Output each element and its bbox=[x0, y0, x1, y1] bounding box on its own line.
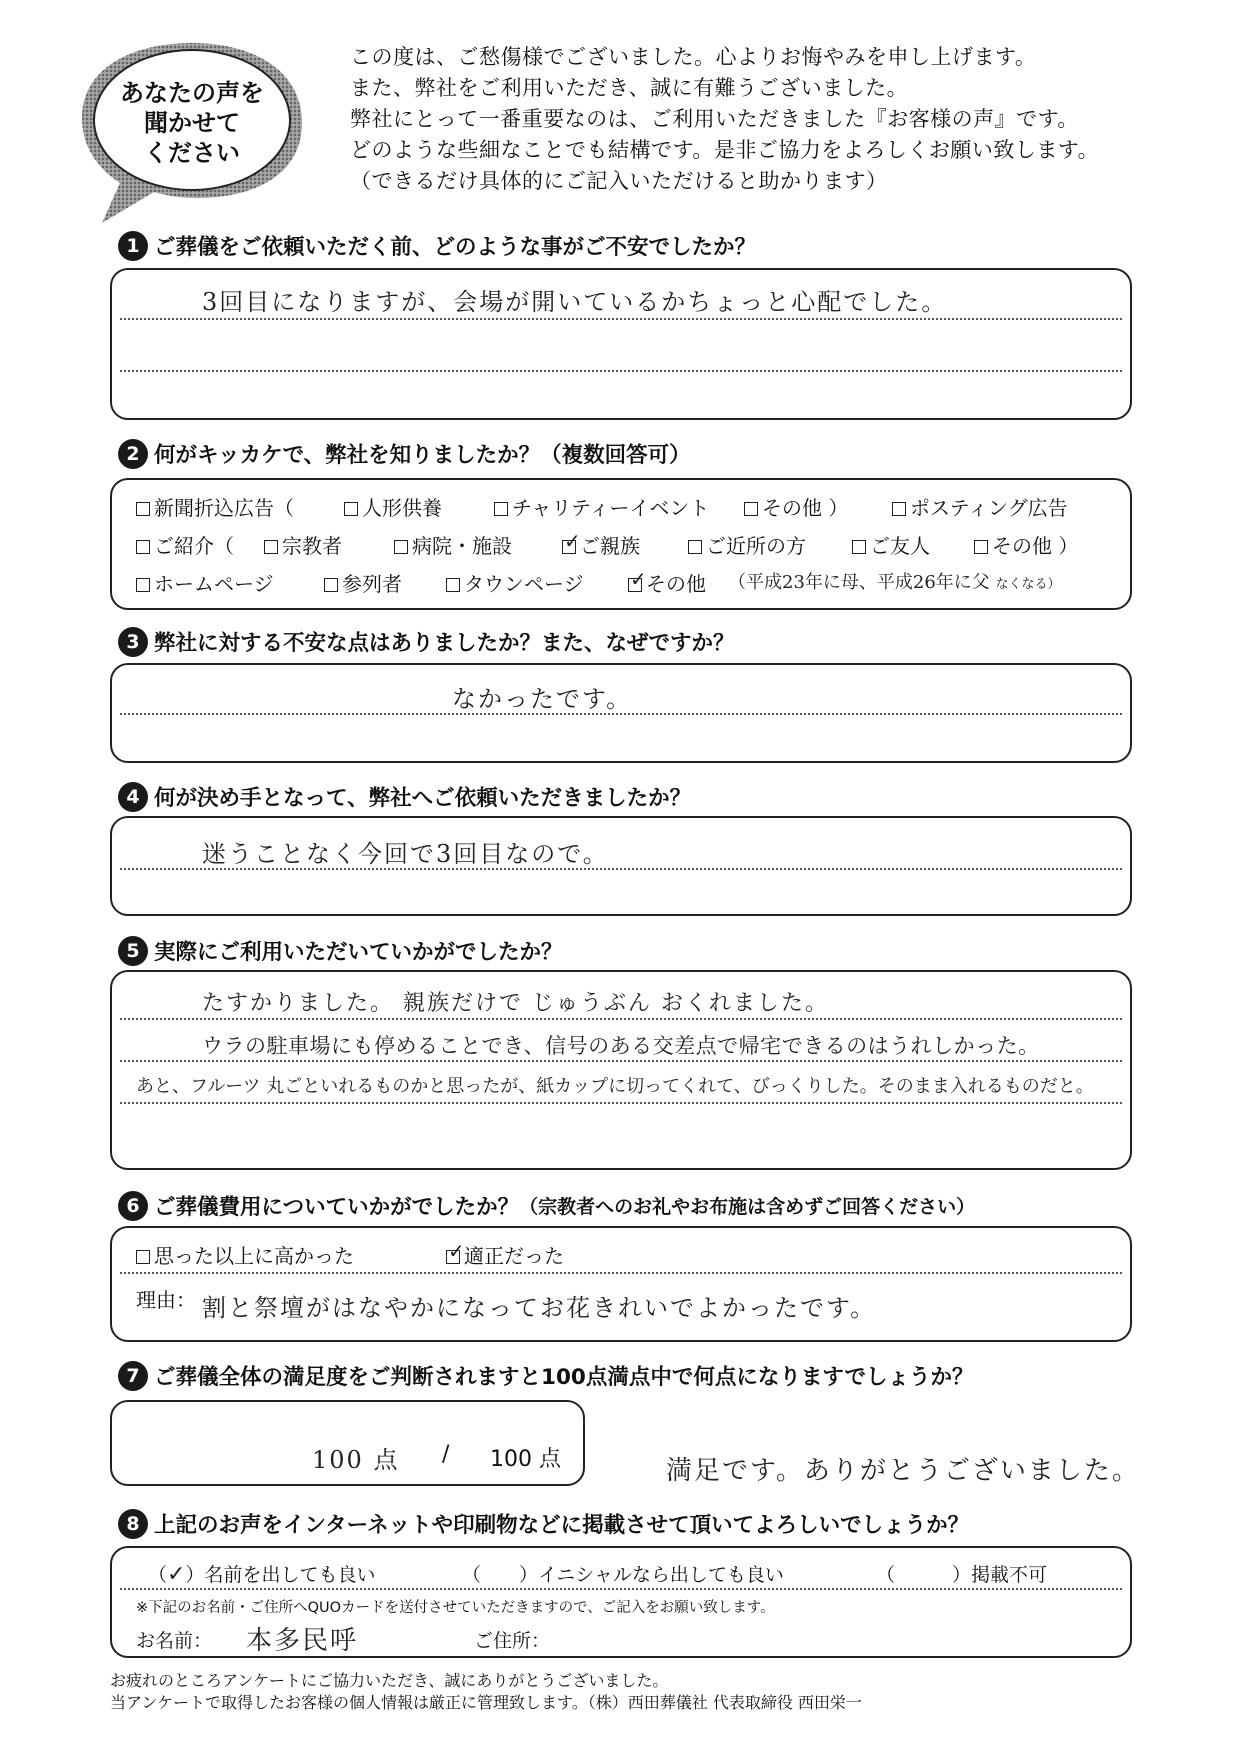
q2-option-relatives[interactable]: ✓ ご親族 bbox=[564, 529, 640, 558]
speech-bubble bbox=[62, 38, 312, 238]
q1-number: 1 bbox=[118, 231, 148, 261]
q2-option-homepage[interactable]: ホームページ bbox=[136, 568, 274, 597]
footer-privacy: 当アンケートで取得したお客様の個人情報は厳正に管理致します。（株）西田葬儀社 代表取締役 西田栄一 bbox=[110, 1693, 862, 1712]
q2-title: 何がキッカケで、弊社を知りましたか？（複数回答可） bbox=[154, 443, 691, 468]
q6-option-expensive[interactable]: 思った以上に高かった bbox=[136, 1240, 354, 1269]
intro-text bbox=[350, 42, 1210, 197]
q2-option-friends[interactable]: ご友人 bbox=[852, 530, 930, 559]
q7-number: 7 bbox=[118, 1361, 148, 1391]
q1-title: ご葬儀をご依頼いただく前、どのような事がご不安でしたか？ bbox=[154, 235, 757, 260]
q3-title: 弊社に対する不安な点はありましたか？また、なぜですか？ bbox=[154, 631, 735, 656]
q2-other-note: （平成23年に母、平成26年に父 なくなる） bbox=[728, 572, 1061, 593]
q3-heading bbox=[118, 626, 735, 657]
intro-line: また、弊社をご利用いただき、誠に有難うございました。 bbox=[350, 76, 909, 100]
q8-name-value[interactable]: 本多民呼 bbox=[246, 1626, 359, 1656]
q6-answer-box bbox=[110, 1226, 1132, 1342]
checkbox-checked-icon[interactable]: ✓ bbox=[564, 529, 581, 553]
q8-number: 8 bbox=[118, 1509, 148, 1539]
q1-answer-box[interactable] bbox=[110, 268, 1132, 420]
q8-address-label: ご住所： bbox=[474, 1630, 551, 1652]
q8-option-name-ok[interactable]: （✓）名前を出しても良い bbox=[148, 1562, 376, 1587]
q7-title: ご葬儀全体の満足度をご判断されますと100点満点中で何点になりますでしょうか？ bbox=[154, 1365, 974, 1390]
checkbox-icon[interactable] bbox=[892, 502, 906, 516]
checkbox-icon[interactable] bbox=[446, 578, 460, 592]
checkbox-checked-icon[interactable]: ✓ bbox=[448, 1239, 465, 1263]
q5-answer-line-3: あと、フルーツ 丸ごといれるものかと思ったが、紙カップに切ってくれて、びっくりした。そのまま入れるものだと。 bbox=[136, 1076, 1094, 1097]
q4-heading bbox=[118, 781, 691, 812]
q7-score: 100 点 bbox=[312, 1446, 400, 1474]
q4-title: 何が決め手となって、弊社へご依頼いただきましたか？ bbox=[154, 786, 692, 811]
q5-number: 5 bbox=[118, 936, 148, 966]
q8-name-label: お名前： bbox=[136, 1630, 213, 1652]
q2-option-other-3[interactable]: ✓ その他 bbox=[630, 567, 706, 596]
checkbox-icon[interactable] bbox=[688, 540, 702, 554]
q7-slash: / bbox=[442, 1442, 450, 1467]
q6-number: 6 bbox=[118, 1191, 148, 1221]
q8-notice: ※下記のお名前・ご住所へQUOカードを送付させていただきますので、ご記入をお願い致します。 bbox=[136, 1600, 775, 1616]
q5-answer-box[interactable] bbox=[110, 970, 1132, 1170]
q2-option-posting-ad[interactable]: ポスティング広告 bbox=[892, 492, 1068, 521]
checkbox-icon[interactable] bbox=[974, 540, 988, 554]
q8-option-no-publish[interactable]: （ ）掲載不可 bbox=[876, 1564, 1048, 1586]
q8-heading bbox=[118, 1508, 969, 1539]
q2-option-hospital[interactable]: 病院・施設 bbox=[394, 530, 512, 559]
q2-option-newspaper[interactable]: 新聞折込広告（ bbox=[136, 492, 294, 521]
q7-score-box[interactable] bbox=[110, 1400, 585, 1486]
checkbox-icon[interactable] bbox=[494, 502, 508, 516]
q2-heading bbox=[118, 438, 691, 469]
checkbox-icon[interactable] bbox=[264, 540, 278, 554]
footer-thanks: お疲れのところアンケートにご協力いただき、誠にありがとうございました。 bbox=[110, 1671, 669, 1690]
q8-option-initials-ok[interactable]: （ ）イニシャルなら出しても良い bbox=[462, 1564, 784, 1586]
bubble-line-3: ください bbox=[144, 139, 240, 167]
check-mark-icon: ✓ bbox=[167, 1562, 186, 1587]
intro-line: 弊社にとって一番重要なのは、ご利用いただきました『お客様の声』です。 bbox=[350, 107, 1079, 131]
q2-answer-box bbox=[110, 478, 1132, 610]
checkbox-icon[interactable] bbox=[852, 540, 866, 554]
q2-option-other-2[interactable]: その他 ） bbox=[974, 530, 1078, 559]
checkbox-icon[interactable] bbox=[136, 502, 150, 516]
q2-option-townpage[interactable]: タウンページ bbox=[446, 568, 584, 597]
q5-title: 実際にご利用いただいていかがでしたか？ bbox=[154, 940, 563, 965]
q4-answer: 迷うことなく今回で3回目なので。 bbox=[202, 840, 609, 868]
q2-option-other-1[interactable]: その他 ） bbox=[744, 492, 848, 521]
q6-title: ご葬儀費用についていかがでしたか？ bbox=[154, 1195, 520, 1220]
checkbox-checked-icon[interactable]: ✓ bbox=[630, 567, 647, 591]
intro-line: どのような些細なことでも結構です。是非ご協力をよろしくお願い致します。 bbox=[350, 138, 1100, 162]
q6-reason-label: 理由： bbox=[136, 1288, 196, 1312]
q1-heading bbox=[118, 230, 756, 261]
q8-title: 上記のお声をインターネットや印刷物などに掲載させて頂いてよろしいでしょうか？ bbox=[154, 1513, 970, 1538]
q2-option-attendee[interactable]: 参列者 bbox=[324, 568, 402, 597]
q5-answer-line-1: たすかりました。 親族だけで じゅうぶん おくれました。 bbox=[202, 991, 829, 1016]
q3-number: 3 bbox=[118, 627, 148, 657]
checkbox-icon[interactable] bbox=[324, 578, 338, 592]
q6-heading bbox=[118, 1190, 975, 1221]
bubble-line-1: あなたの声を bbox=[120, 79, 264, 107]
q2-option-neighbors[interactable]: ご近所の方 bbox=[688, 530, 806, 559]
q7-comment: 満足です。ありがとうございました。 bbox=[666, 1456, 1140, 1486]
q8-answer-box bbox=[110, 1546, 1132, 1658]
q2-number: 2 bbox=[118, 439, 148, 469]
checkbox-icon[interactable] bbox=[136, 578, 150, 592]
q7-max: 100 点 bbox=[490, 1447, 561, 1472]
q5-answer-line-2: ウラの駐車場にも停めることでき、信号のある交差点で帰宅できるのはうれしかった。 bbox=[202, 1034, 1040, 1058]
intro-line: この度は、ご愁傷様でございました。心よりお悔やみを申し上げます。 bbox=[350, 45, 1037, 69]
q1-answer: 3回目になりますが、会場が開いているかちょっと心配でした。 bbox=[202, 288, 948, 316]
checkbox-icon[interactable] bbox=[394, 540, 408, 554]
q2-option-charity-event[interactable]: チャリティーイベント bbox=[494, 492, 709, 521]
q5-heading bbox=[118, 935, 563, 966]
q6-option-reasonable[interactable]: ✓ 適正だった bbox=[448, 1239, 564, 1268]
q3-answer: なかったです。 bbox=[452, 685, 633, 713]
checkbox-icon[interactable] bbox=[136, 1250, 150, 1264]
q3-answer-box[interactable] bbox=[110, 663, 1132, 763]
intro-line: （できるだけ具体的にご記入いただけると助かります） bbox=[350, 169, 888, 193]
q4-number: 4 bbox=[118, 782, 148, 812]
q6-note: （宗教者へのお礼やお布施は含めずご回答ください） bbox=[519, 1196, 976, 1218]
q4-answer-box[interactable] bbox=[110, 816, 1132, 916]
q2-option-clergy[interactable]: 宗教者 bbox=[264, 530, 342, 559]
checkbox-icon[interactable] bbox=[344, 502, 358, 516]
checkbox-icon[interactable] bbox=[136, 540, 150, 554]
checkbox-icon[interactable] bbox=[744, 502, 758, 516]
q7-heading bbox=[118, 1360, 974, 1391]
bubble-line-2: 聞かせて bbox=[144, 109, 240, 137]
q2-option-referral[interactable]: ご紹介（ bbox=[136, 530, 234, 559]
q2-option-doll-memorial[interactable]: 人形供養 bbox=[344, 492, 442, 521]
q6-reason[interactable]: 割と祭壇がはなやかになってお花きれいでよかったです。 bbox=[202, 1294, 877, 1322]
